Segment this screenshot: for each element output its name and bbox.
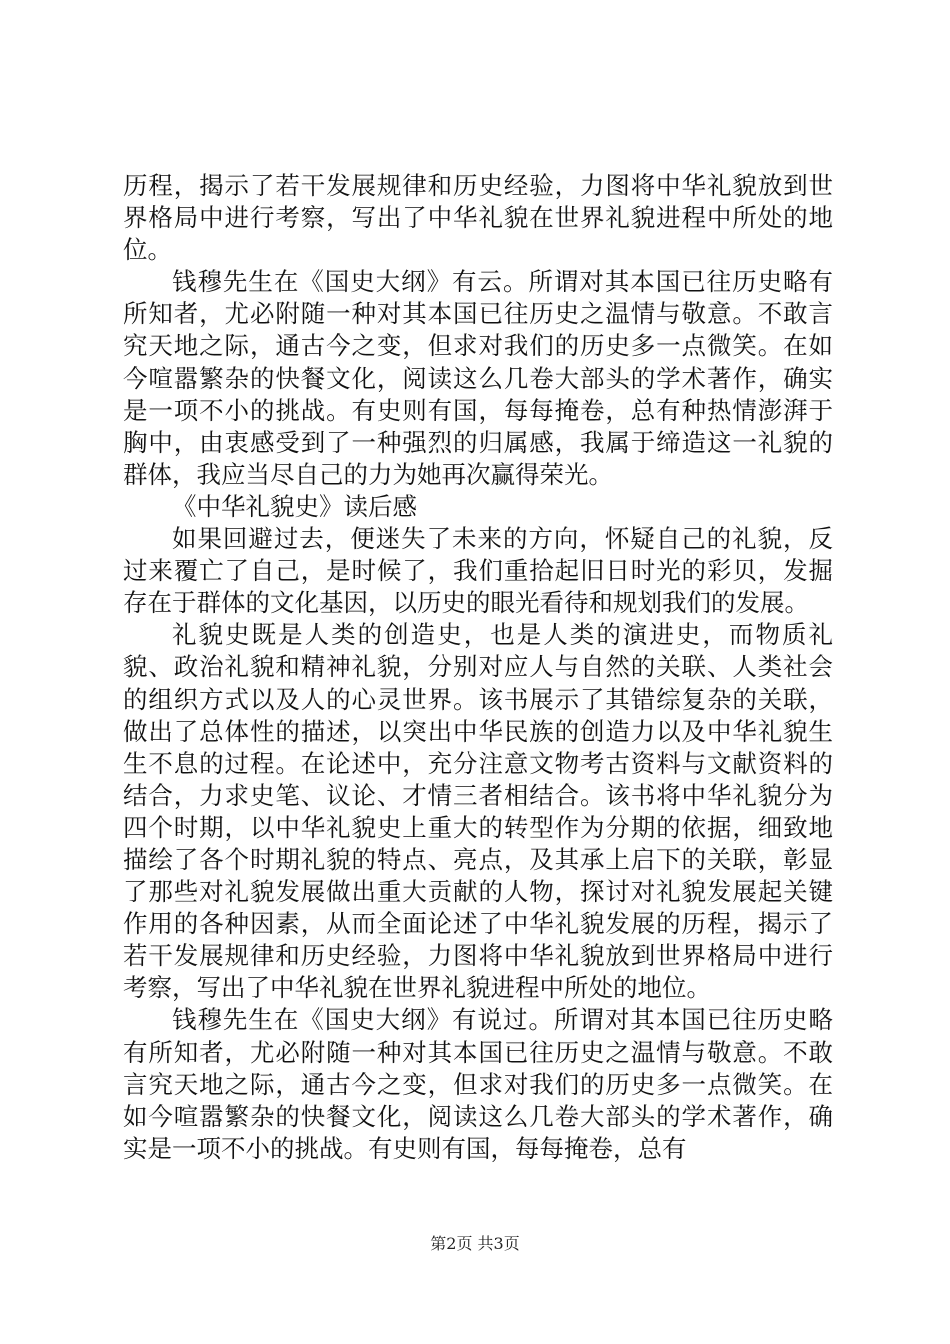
paragraph-3: 如果回避过去，便迷失了未来的方向，怀疑自己的礼貌，反过来覆亡了自己，是时候了，我们重拾起旧日时光的彩贝，发掘存在于群体的文化基因，以历史的眼光看待和规划我们的发展。: [123, 524, 833, 618]
paragraph-1: 历程，揭示了若干发展规律和历史经验，力图将中华礼貌放到世界格局中进行考察，写出了中华礼貌在世界礼貌进程中所处的地位。: [123, 171, 833, 265]
paragraph-2: 钱穆先生在《国史大纲》有云。所谓对其本国已往历史略有所知者，尤必附随一种对其本国已往历史之温情与敬意。不敢言究天地之际，通古今之变，但求对我们的历史多一点微笑。在如今喧嚣繁杂的快餐文化，阅读这么几卷大部头的学术著作，确实是一项不小的挑战。有史则有国，每每掩卷，总有种热情澎湃于胸中，由衷感受到了一种强烈的归属感，我属于缔造这一礼貌的群体，我应当尽自己的力为她再次赢得荣光。: [123, 267, 833, 489]
section-heading: 《中华礼貌史》读后感: [172, 491, 417, 521]
body-text: [123, 170, 833, 1165]
paragraph-4: 礼貌史既是人类的创造史，也是人类的演进史，而物质礼貌、政治礼貌和精神礼貌，分别对应人与自然的关联、人类社会的组织方式以及人的心灵世界。该书展示了其错综复杂的关联，做出了总体性的描述，以突出中华民族的创造力以及中华礼貌生生不息的过程。在论述中，充分注意文物考古资料与文献资料的结合，力求史笔、议论、才情三者相结合。该书将中华礼貌分为四个时期，以中华礼貌史上重大的转型作为分期的依据，细致地描绘了各个时期礼貌的特点、亮点，及其承上启下的关联，彰显了那些对礼貌发展做出重大贡献的人物，探讨对礼貌发展起关键作用的各种因素，从而全面论述了中华礼貌发展的历程，揭示了若干发展规律和历史经验，力图将中华礼貌放到世界格局中进行考察，写出了中华礼貌在世界礼貌进程中所处的地位。: [123, 620, 833, 1003]
page-number: 第2页 共3页: [430, 1234, 520, 1253]
paragraph-5: 钱穆先生在《国史大纲》有说过。所谓对其本国已往历史略有所知者，尤必附随一种对其本国已往历史之温情与敬意。不敢言究天地之际，通古今之变，但求对我们的历史多一点微笑。在如今喧嚣繁杂的快餐文化，阅读这么几卷大部头的学术著作，确实是一项不小的挑战。有史则有国，每每掩卷，总有: [123, 1005, 833, 1163]
